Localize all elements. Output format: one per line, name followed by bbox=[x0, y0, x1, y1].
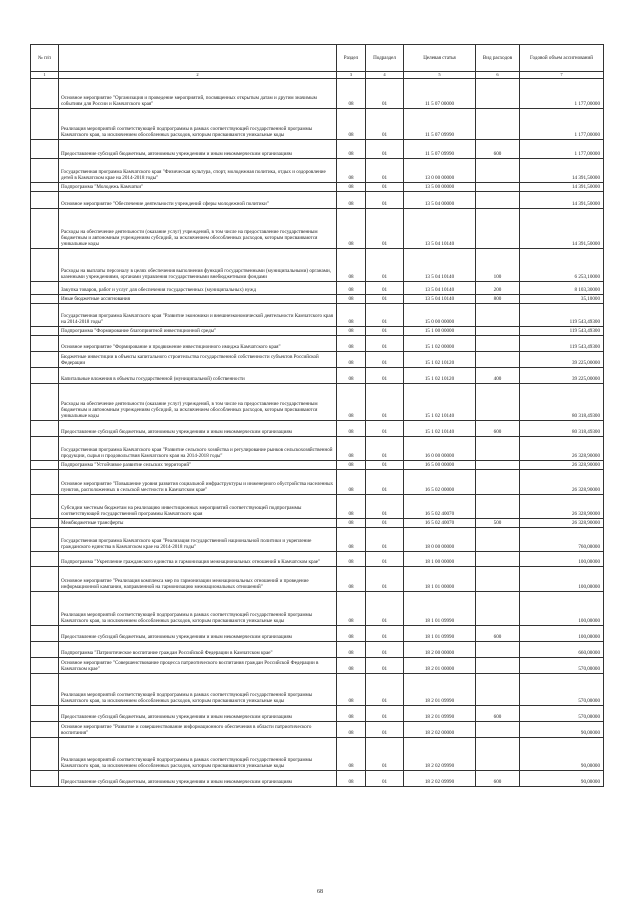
row-vr bbox=[476, 79, 520, 109]
row-number bbox=[31, 384, 59, 421]
table-row bbox=[31, 626, 604, 642]
row-number bbox=[31, 495, 59, 519]
row-razdel: 08 bbox=[337, 722, 366, 738]
row-podrazdel: 01 bbox=[366, 304, 404, 327]
row-podrazdel: 01 bbox=[366, 771, 404, 787]
row-csr: 13 0 00 00000 bbox=[404, 159, 476, 183]
row-number bbox=[31, 192, 59, 209]
table-row bbox=[31, 327, 604, 336]
row-razdel: 08 bbox=[337, 738, 366, 771]
row-number bbox=[31, 437, 59, 461]
col-number: 6 bbox=[476, 72, 520, 79]
row-sum: 1 177,00000 bbox=[520, 79, 604, 109]
row-sum: 100,00000 bbox=[520, 552, 604, 567]
row-sum: 1 177,00000 bbox=[520, 140, 604, 159]
table-row bbox=[31, 282, 604, 295]
row-name: Подпрограмма "Молодежь Камчатки" bbox=[59, 183, 337, 192]
row-razdel: 08 bbox=[337, 771, 366, 787]
row-csr: 18 2 01 09990 bbox=[404, 674, 476, 706]
table-row bbox=[31, 470, 604, 495]
row-name: Основное мероприятие "Развитие и совершенствование информационного обеспечения в области патриотического воспитания" bbox=[59, 722, 337, 738]
row-csr: 18 2 02 00000 bbox=[404, 722, 476, 738]
row-number bbox=[31, 352, 59, 368]
header-num: № п/п bbox=[31, 45, 59, 72]
row-vr bbox=[476, 495, 520, 519]
row-razdel: 08 bbox=[337, 528, 366, 552]
row-podrazdel: 01 bbox=[366, 209, 404, 249]
row-number bbox=[31, 368, 59, 384]
header-razdel: Раздел bbox=[337, 45, 366, 72]
header-csr: Целевая статья bbox=[404, 45, 476, 72]
row-sum: 760,00000 bbox=[520, 528, 604, 552]
row-name: Предоставление субсидий бюджетным, автономным учреждениям и иным некоммерческим организациям bbox=[59, 771, 337, 787]
row-number bbox=[31, 738, 59, 771]
row-csr: 16 5 02 40070 bbox=[404, 519, 476, 528]
row-vr: 400 bbox=[476, 368, 520, 384]
header-row bbox=[31, 45, 604, 72]
table-row bbox=[31, 722, 604, 738]
row-razdel: 08 bbox=[337, 249, 366, 282]
row-vr bbox=[476, 470, 520, 495]
row-podrazdel: 01 bbox=[366, 706, 404, 722]
row-name: Основное мероприятие "Обеспечение деятельности учреждений сферы молодежной политики" bbox=[59, 192, 337, 209]
row-vr bbox=[476, 642, 520, 658]
row-name: Субсидии местным бюджетам на реализацию инвестиционных мероприятий соответствующей подпрограммы соответствующей государственной программы Камчатского края bbox=[59, 495, 337, 519]
row-razdel: 08 bbox=[337, 437, 366, 461]
row-number bbox=[31, 626, 59, 642]
row-csr: 13 5 04 10140 bbox=[404, 209, 476, 249]
row-name: Государственная программа Камчатского края "Развитие сельского хозяйства и регулирование рынков сельскохозяйственной продукции, сырья и продовольствия Камчатского края на 2014-2018 годы" bbox=[59, 437, 337, 461]
table-row bbox=[31, 706, 604, 722]
row-name: Государственная программа Камчатского края "Развитие экономики и внешнеэкономической деятельности Камчатского края на 2014-2018 годы" bbox=[59, 304, 337, 327]
table-row bbox=[31, 461, 604, 470]
row-sum: 90,00000 bbox=[520, 738, 604, 771]
row-csr: 18 2 01 09990 bbox=[404, 706, 476, 722]
row-csr: 18 1 01 00000 bbox=[404, 567, 476, 592]
table-row bbox=[31, 159, 604, 183]
row-podrazdel: 01 bbox=[366, 642, 404, 658]
row-vr bbox=[476, 304, 520, 327]
row-name: Закупка товаров, работ и услуг для обеспечения государственных (муниципальных) нужд bbox=[59, 282, 337, 295]
row-number bbox=[31, 282, 59, 295]
row-podrazdel: 01 bbox=[366, 567, 404, 592]
row-razdel: 08 bbox=[337, 368, 366, 384]
page-number: 68 bbox=[317, 889, 323, 895]
row-sum: 14 391,50000 bbox=[520, 183, 604, 192]
row-name: Иные бюджетные ассигнования bbox=[59, 295, 337, 304]
row-name: Подпрограмма "Укрепление гражданского единства и гармонизация межнациональных отношений в Камчатском крае" bbox=[59, 552, 337, 567]
row-number bbox=[31, 642, 59, 658]
row-razdel: 08 bbox=[337, 295, 366, 304]
table-row bbox=[31, 109, 604, 140]
row-csr: 15 0 00 00000 bbox=[404, 304, 476, 327]
row-sum: 119 543,49300 bbox=[520, 336, 604, 352]
row-number bbox=[31, 109, 59, 140]
row-sum: 14 391,50000 bbox=[520, 159, 604, 183]
row-podrazdel: 01 bbox=[366, 159, 404, 183]
row-name: Подпрограмма "Формирование благоприятной инвестиционной среды" bbox=[59, 327, 337, 336]
row-podrazdel: 01 bbox=[366, 282, 404, 295]
row-vr bbox=[476, 528, 520, 552]
row-vr bbox=[476, 592, 520, 626]
budget-table bbox=[30, 44, 604, 787]
row-sum: 100,00000 bbox=[520, 567, 604, 592]
row-name: Предоставление субсидий бюджетным, автономным учреждениям и иным некоммерческим организациям bbox=[59, 706, 337, 722]
row-number bbox=[31, 658, 59, 674]
row-sum: 14 391,50000 bbox=[520, 192, 604, 209]
row-vr bbox=[476, 738, 520, 771]
row-podrazdel: 01 bbox=[366, 249, 404, 282]
row-number bbox=[31, 159, 59, 183]
row-sum: 100,00000 bbox=[520, 592, 604, 626]
row-number bbox=[31, 249, 59, 282]
row-name: Предоставление субсидий бюджетным, автономным учреждениям и иным некоммерческим организациям bbox=[59, 421, 337, 437]
table-row bbox=[31, 437, 604, 461]
row-csr: 16 0 00 00000 bbox=[404, 437, 476, 461]
row-number bbox=[31, 336, 59, 352]
row-vr: 600 bbox=[476, 421, 520, 437]
row-sum: 570,00000 bbox=[520, 658, 604, 674]
row-number bbox=[31, 461, 59, 470]
row-csr: 18 2 02 09990 bbox=[404, 738, 476, 771]
row-razdel: 08 bbox=[337, 421, 366, 437]
row-podrazdel: 01 bbox=[366, 658, 404, 674]
row-name: Подпрограмма "Устойчивое развитие сельских территорий" bbox=[59, 461, 337, 470]
row-csr: 11 5 07 09990 bbox=[404, 109, 476, 140]
row-number bbox=[31, 592, 59, 626]
row-name: Реализация мероприятий соответствующей подпрограммы в рамках соответствующей государственной программы Камчатского края, за исключением обособленных расходов, которым присваиваются уникальные коды bbox=[59, 592, 337, 626]
row-razdel: 08 bbox=[337, 183, 366, 192]
row-vr bbox=[476, 327, 520, 336]
row-name: Основное мероприятие "Реализация комплекса мер по гармонизации межнациональных отношений и проведение информационной кампании, направленной на гармонизацию межнациональных отношений" bbox=[59, 567, 337, 592]
row-sum: 14 391,50000 bbox=[520, 209, 604, 249]
row-sum: 26 328,90000 bbox=[520, 519, 604, 528]
row-podrazdel: 01 bbox=[366, 470, 404, 495]
row-razdel: 08 bbox=[337, 592, 366, 626]
row-sum: 39 225,00000 bbox=[520, 368, 604, 384]
row-vr: 600 bbox=[476, 140, 520, 159]
row-podrazdel: 01 bbox=[366, 384, 404, 421]
row-podrazdel: 01 bbox=[366, 461, 404, 470]
table-row bbox=[31, 336, 604, 352]
row-csr: 15 1 02 10120 bbox=[404, 368, 476, 384]
row-sum: 100,00000 bbox=[520, 626, 604, 642]
row-podrazdel: 01 bbox=[366, 626, 404, 642]
row-csr: 16 5 02 40070 bbox=[404, 495, 476, 519]
row-podrazdel: 01 bbox=[366, 109, 404, 140]
col-number: 2 bbox=[59, 72, 337, 79]
row-csr: 18 1 01 09990 bbox=[404, 592, 476, 626]
row-number bbox=[31, 79, 59, 109]
row-vr bbox=[476, 437, 520, 461]
row-vr: 100 bbox=[476, 249, 520, 282]
row-name: Межбюджетные трансферты bbox=[59, 519, 337, 528]
table-row bbox=[31, 658, 604, 674]
header-podrazdel: Подраздел bbox=[366, 45, 404, 72]
row-number bbox=[31, 528, 59, 552]
row-podrazdel: 01 bbox=[366, 528, 404, 552]
row-podrazdel: 01 bbox=[366, 192, 404, 209]
row-razdel: 08 bbox=[337, 140, 366, 159]
row-name: Расходы на выплаты персоналу в целях обеспечения выполнения функций государственными (муниципальными) органами, казенными учреждениями, органами управления государственными внебюджетными фондами bbox=[59, 249, 337, 282]
row-name: Государственная программа Камчатского края "Физическая культура, спорт, молодежная политика, отдых и оздоровление детей в Камчатском крае на 2014-2018 годы" bbox=[59, 159, 337, 183]
row-razdel: 08 bbox=[337, 706, 366, 722]
row-number bbox=[31, 140, 59, 159]
table-row bbox=[31, 368, 604, 384]
row-podrazdel: 01 bbox=[366, 421, 404, 437]
row-podrazdel: 01 bbox=[366, 352, 404, 368]
row-razdel: 08 bbox=[337, 552, 366, 567]
row-name: Подпрограмма "Патриотическое воспитание граждан Российской Федерации в Камчатском крае" bbox=[59, 642, 337, 658]
row-podrazdel: 01 bbox=[366, 738, 404, 771]
row-razdel: 08 bbox=[337, 519, 366, 528]
row-razdel: 08 bbox=[337, 336, 366, 352]
row-vr: 600 bbox=[476, 706, 520, 722]
row-vr bbox=[476, 674, 520, 706]
row-sum: 1 177,00000 bbox=[520, 109, 604, 140]
row-name: Капитальные вложения в объекты государственной (муниципальной) собственности bbox=[59, 368, 337, 384]
row-razdel: 08 bbox=[337, 79, 366, 109]
table-row bbox=[31, 140, 604, 159]
row-sum: 90,00000 bbox=[520, 771, 604, 787]
table-row bbox=[31, 295, 604, 304]
row-name: Основное мероприятие "Совершенствование процесса патриотического воспитания граждан Российской Федерации в Камчатском крае" bbox=[59, 658, 337, 674]
table-row bbox=[31, 192, 604, 209]
table-row bbox=[31, 79, 604, 109]
row-csr: 18 1 01 09990 bbox=[404, 626, 476, 642]
row-csr: 18 2 00 00000 bbox=[404, 642, 476, 658]
row-sum: 26 328,90000 bbox=[520, 461, 604, 470]
row-vr bbox=[476, 552, 520, 567]
col-number: 1 bbox=[31, 72, 59, 79]
row-number bbox=[31, 295, 59, 304]
row-sum: 80 318,49300 bbox=[520, 384, 604, 421]
row-csr: 15 1 02 10120 bbox=[404, 352, 476, 368]
budget-table-sheet bbox=[30, 44, 603, 787]
row-csr: 16 5 02 00000 bbox=[404, 470, 476, 495]
table-row bbox=[31, 552, 604, 567]
row-vr bbox=[476, 722, 520, 738]
row-csr: 13 5 04 10140 bbox=[404, 295, 476, 304]
row-razdel: 08 bbox=[337, 109, 366, 140]
table-row bbox=[31, 674, 604, 706]
row-vr bbox=[476, 159, 520, 183]
row-name: Основное мероприятие "Формирование и продвижение инвестиционного имиджа Камчатского края" bbox=[59, 336, 337, 352]
row-sum: 26 328,90000 bbox=[520, 437, 604, 461]
row-razdel: 08 bbox=[337, 384, 366, 421]
row-vr bbox=[476, 336, 520, 352]
table-row bbox=[31, 495, 604, 519]
row-name: Основное мероприятие "Организация и проведение мероприятий, посвященных открытым датам и другим значимым событиям для России и Камчатского края" bbox=[59, 79, 337, 109]
row-vr bbox=[476, 352, 520, 368]
row-razdel: 08 bbox=[337, 567, 366, 592]
row-razdel: 08 bbox=[337, 461, 366, 470]
row-number bbox=[31, 209, 59, 249]
row-razdel: 08 bbox=[337, 327, 366, 336]
row-podrazdel: 01 bbox=[366, 552, 404, 567]
table-row bbox=[31, 209, 604, 249]
row-vr: 200 bbox=[476, 282, 520, 295]
row-number bbox=[31, 771, 59, 787]
table-row bbox=[31, 771, 604, 787]
row-sum: 26 328,90000 bbox=[520, 495, 604, 519]
row-name: Расходы на обеспечение деятельности (оказание услуг) учреждений, в том числе на предоставление государственным бюджетным и автономным учреждениям субсидий, за исключением обособленных расходов, которым присваиваются уникальные коды bbox=[59, 209, 337, 249]
row-podrazdel: 01 bbox=[366, 368, 404, 384]
row-sum: 119 543,49300 bbox=[520, 327, 604, 336]
row-number bbox=[31, 183, 59, 192]
row-podrazdel: 01 bbox=[366, 592, 404, 626]
table-body bbox=[31, 79, 604, 787]
table-row bbox=[31, 183, 604, 192]
row-vr bbox=[476, 209, 520, 249]
row-podrazdel: 01 bbox=[366, 295, 404, 304]
header-sum: Годовой объем ассигнований bbox=[520, 45, 604, 72]
col-number: 7 bbox=[520, 72, 604, 79]
row-sum: 8 103,30000 bbox=[520, 282, 604, 295]
row-vr bbox=[476, 183, 520, 192]
row-number bbox=[31, 470, 59, 495]
row-sum: 570,00000 bbox=[520, 674, 604, 706]
row-number bbox=[31, 327, 59, 336]
table-row bbox=[31, 738, 604, 771]
row-name: Предоставление субсидий бюджетным, автономным учреждениям и иным некоммерческим организациям bbox=[59, 626, 337, 642]
row-sum: 119 543,49300 bbox=[520, 304, 604, 327]
row-csr: 13 5 04 00000 bbox=[404, 192, 476, 209]
row-csr: 18 2 02 09990 bbox=[404, 771, 476, 787]
row-vr bbox=[476, 109, 520, 140]
row-csr: 11 5 07 00000 bbox=[404, 79, 476, 109]
row-csr: 16 5 00 00000 bbox=[404, 461, 476, 470]
row-sum: 6 253,10000 bbox=[520, 249, 604, 282]
row-razdel: 08 bbox=[337, 658, 366, 674]
row-number bbox=[31, 304, 59, 327]
table-row bbox=[31, 567, 604, 592]
row-podrazdel: 01 bbox=[366, 336, 404, 352]
row-sum: 80 318,49300 bbox=[520, 421, 604, 437]
row-csr: 18 0 00 00000 bbox=[404, 528, 476, 552]
row-name: Бюджетные инвестиции в объекты капитального строительства государственной собственности субъектов Российской Федерации bbox=[59, 352, 337, 368]
row-name: Реализация мероприятий соответствующей подпрограммы в рамках соответствующей государственной программы Камчатского края, за исключением обособленных расходов, которым присваиваются уникальные коды bbox=[59, 674, 337, 706]
table-row bbox=[31, 304, 604, 327]
row-number bbox=[31, 722, 59, 738]
row-name: Реализация мероприятий соответствующей подпрограммы в рамках соответствующей государственной программы Камчатского края, за исключением обособленных расходов, которым присваиваются уникальные коды bbox=[59, 109, 337, 140]
row-name: Расходы на обеспечение деятельности (оказание услуг) учреждений, в том числе на предоставление государственным бюджетным и автономным учреждениям субсидий, за исключением обособленных расходов, которым присваиваются уникальные коды bbox=[59, 384, 337, 421]
row-razdel: 08 bbox=[337, 159, 366, 183]
row-csr: 13 5 00 00000 bbox=[404, 183, 476, 192]
row-sum: 35,10000 bbox=[520, 295, 604, 304]
row-vr: 600 bbox=[476, 771, 520, 787]
row-csr: 13 5 04 10140 bbox=[404, 249, 476, 282]
table-row bbox=[31, 519, 604, 528]
row-sum: 90,00000 bbox=[520, 722, 604, 738]
row-razdel: 08 bbox=[337, 626, 366, 642]
row-podrazdel: 01 bbox=[366, 183, 404, 192]
row-sum: 26 328,90000 bbox=[520, 470, 604, 495]
row-number bbox=[31, 674, 59, 706]
row-csr: 18 1 00 00000 bbox=[404, 552, 476, 567]
row-vr: 500 bbox=[476, 519, 520, 528]
row-razdel: 08 bbox=[337, 352, 366, 368]
row-sum: 570,00000 bbox=[520, 706, 604, 722]
row-razdel: 08 bbox=[337, 282, 366, 295]
row-vr: 800 bbox=[476, 295, 520, 304]
row-sum: 39 225,00000 bbox=[520, 352, 604, 368]
row-razdel: 08 bbox=[337, 209, 366, 249]
row-podrazdel: 01 bbox=[366, 140, 404, 159]
row-razdel: 08 bbox=[337, 642, 366, 658]
row-vr bbox=[476, 192, 520, 209]
row-podrazdel: 01 bbox=[366, 674, 404, 706]
row-podrazdel: 01 bbox=[366, 437, 404, 461]
row-podrazdel: 01 bbox=[366, 327, 404, 336]
row-number bbox=[31, 706, 59, 722]
row-razdel: 08 bbox=[337, 470, 366, 495]
row-name: Основное мероприятие "Повышение уровня развития социальной инфраструктуры и инженерного обустройства населенных пунктов, расположенных в сельской местности в Камчатском крае" bbox=[59, 470, 337, 495]
row-csr: 11 5 07 09990 bbox=[404, 140, 476, 159]
row-vr bbox=[476, 567, 520, 592]
row-podrazdel: 01 bbox=[366, 495, 404, 519]
table-row bbox=[31, 421, 604, 437]
row-csr: 13 5 04 10140 bbox=[404, 282, 476, 295]
row-number bbox=[31, 519, 59, 528]
row-vr bbox=[476, 658, 520, 674]
col-number: 4 bbox=[366, 72, 404, 79]
header-vr: Вид расходов bbox=[476, 45, 520, 72]
row-number bbox=[31, 421, 59, 437]
table-row bbox=[31, 352, 604, 368]
row-name: Предоставление субсидий бюджетным, автономным учреждениям и иным некоммерческим организациям bbox=[59, 140, 337, 159]
row-csr: 15 1 00 00000 bbox=[404, 327, 476, 336]
row-podrazdel: 01 bbox=[366, 519, 404, 528]
col-number: 3 bbox=[337, 72, 366, 79]
table-row bbox=[31, 528, 604, 552]
row-number bbox=[31, 567, 59, 592]
col-number: 5 bbox=[404, 72, 476, 79]
table-row bbox=[31, 592, 604, 626]
row-vr: 600 bbox=[476, 626, 520, 642]
row-csr: 18 2 01 00000 bbox=[404, 658, 476, 674]
row-razdel: 08 bbox=[337, 304, 366, 327]
table-row bbox=[31, 642, 604, 658]
row-name: Реализация мероприятий соответствующей подпрограммы в рамках соответствующей государственной программы Камчатского края, за исключением обособленных расходов, которым присваиваются уникальные коды bbox=[59, 738, 337, 771]
row-podrazdel: 01 bbox=[366, 79, 404, 109]
row-razdel: 08 bbox=[337, 674, 366, 706]
header-name bbox=[59, 45, 337, 72]
table-row bbox=[31, 384, 604, 421]
row-sum: 660,00000 bbox=[520, 642, 604, 658]
row-razdel: 08 bbox=[337, 495, 366, 519]
row-csr: 15 1 02 10140 bbox=[404, 421, 476, 437]
column-number-row bbox=[31, 72, 604, 79]
row-podrazdel: 01 bbox=[366, 722, 404, 738]
row-razdel: 08 bbox=[337, 192, 366, 209]
row-number bbox=[31, 552, 59, 567]
row-csr: 15 1 02 00000 bbox=[404, 336, 476, 352]
row-vr bbox=[476, 384, 520, 421]
row-vr bbox=[476, 461, 520, 470]
row-name: Государственная программа Камчатского края "Реализация государственной национальной политики и укрепление гражданского единства в Камчатском крае на 2014-2018 годы" bbox=[59, 528, 337, 552]
row-csr: 15 1 02 10140 bbox=[404, 384, 476, 421]
table-row bbox=[31, 249, 604, 282]
